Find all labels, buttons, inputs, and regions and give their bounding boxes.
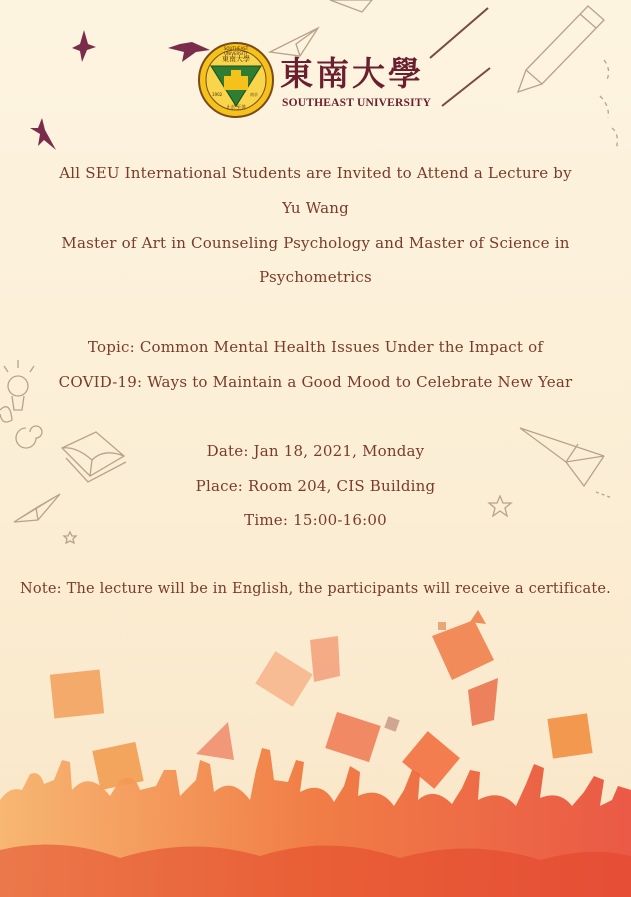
topic-line-2: COVID-19: Ways to Maintain a Good Mood to Celebrate New Year [58, 373, 573, 391]
lecture-place: Place: Room 204, CIS Building [195, 477, 436, 495]
seal-center-text: 東南大學 [222, 55, 250, 63]
seal-bottom-text: 止於至善 [225, 105, 246, 111]
seal-year-right: 南京 [250, 92, 258, 97]
speaker-credentials-line-1: Master of Art in Counseling Psychology and Master of Science in [61, 234, 570, 252]
lecture-note: Note: The lecture will be in English, the participants will receive a certificate. [20, 581, 611, 597]
speaker-name: Yu Wang [282, 199, 349, 217]
university-name-cn: 東南大學 [280, 54, 424, 93]
lecture-date: Date: Jan 18, 2021, Monday [206, 442, 425, 460]
seal-text-top: SOUTHEAST UNIVERSITY [223, 46, 249, 56]
university-name-en: SOUTHEAST UNIVERSITY [282, 97, 432, 109]
topic-line-1: Topic: Common Mental Health Issues Under the Impact of [87, 338, 544, 356]
lecture-time: Time: 15:00-16:00 [244, 511, 387, 529]
seal-year-left: 1902 [212, 92, 223, 97]
invitation-line: All SEU International Students are Invited to Attend a Lecture by [59, 164, 572, 182]
speaker-credentials-line-2: Psychometrics [259, 268, 372, 286]
